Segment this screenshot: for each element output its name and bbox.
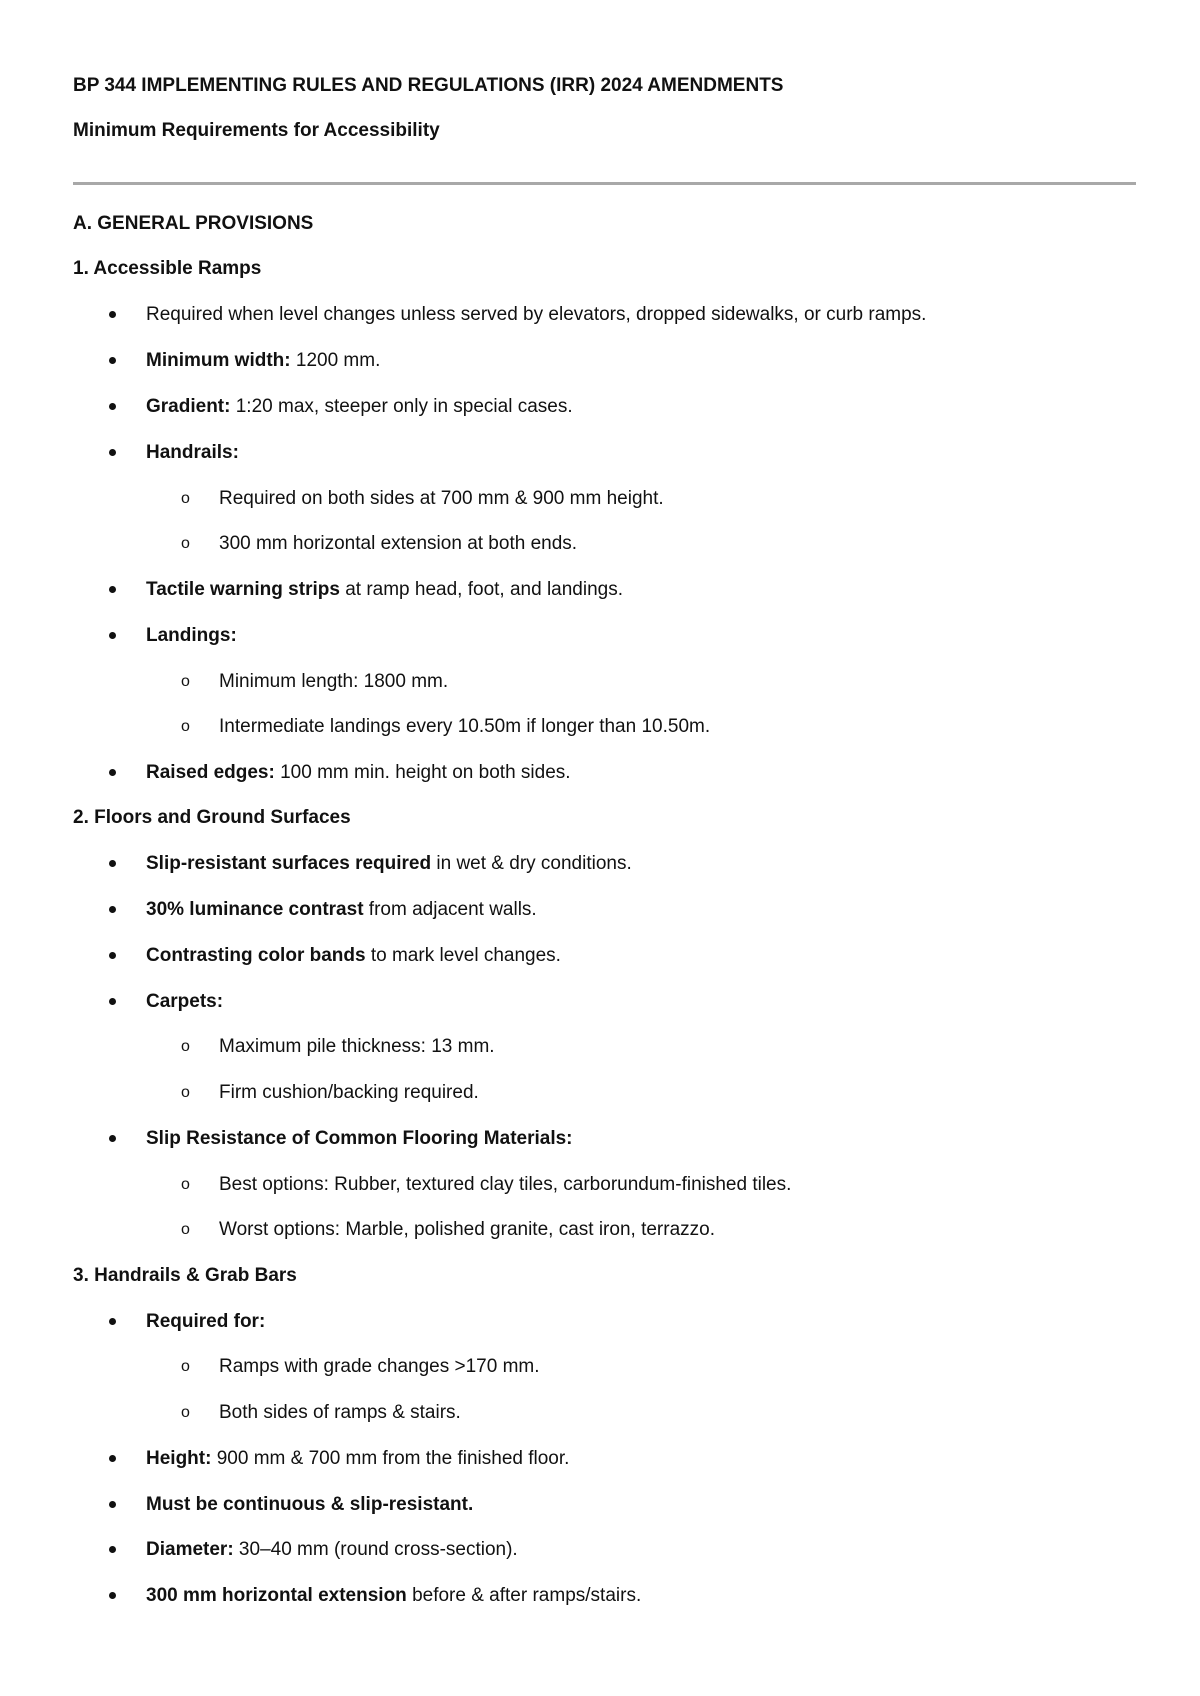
list-item: Height: 900 mm & 700 mm from the finished floor. (146, 1448, 570, 1469)
sub-bullet-icon: o (181, 490, 190, 507)
subsection-heading-floors: 2. Floors and Ground Surfaces (73, 807, 351, 828)
list-item: Handrails: (146, 442, 239, 463)
sub-bullet-icon: o (181, 1176, 190, 1193)
sub-list-item: Both sides of ramps & stairs. (219, 1402, 461, 1423)
list-item: Raised edges: 100 mm min. height on both sides. (146, 762, 571, 783)
list-item: Slip-resistant surfaces required in wet & dry conditions. (146, 853, 632, 874)
list-item: Minimum width: 1200 mm. (146, 350, 381, 371)
bullet-icon (107, 309, 119, 321)
list-item: Slip Resistance of Common Flooring Materials: (146, 1128, 573, 1149)
bullet-icon (107, 1453, 119, 1465)
sub-list-item: Ramps with grade changes >170 mm. (219, 1356, 540, 1377)
section-heading: A. GENERAL PROVISIONS (73, 213, 314, 234)
sub-bullet-icon: o (181, 718, 190, 735)
bullet-icon (107, 950, 119, 962)
sub-bullet-icon: o (181, 1038, 190, 1055)
sub-bullet-icon: o (181, 1221, 190, 1238)
sub-list-item: Intermediate landings every 10.50m if longer than 10.50m. (219, 716, 711, 737)
divider-rule (73, 182, 1136, 185)
sub-bullet-icon: o (181, 535, 190, 552)
sub-list-item: 300 mm horizontal extension at both ends. (219, 533, 578, 554)
sub-bullet-icon: o (181, 673, 190, 690)
bullet-icon (107, 904, 119, 916)
sub-bullet-icon: o (181, 1358, 190, 1375)
list-item: Required when level changes unless served by elevators, dropped sidewalks, or curb ramps. (146, 304, 927, 325)
sub-list-item: Required on both sides at 700 mm & 900 mm height. (219, 488, 664, 509)
sub-list-item: Firm cushion/backing required. (219, 1082, 479, 1103)
bullet-icon (107, 1316, 119, 1328)
bullet-icon (107, 858, 119, 870)
bullet-icon (107, 401, 119, 413)
document-subtitle: Minimum Requirements for Accessibility (73, 120, 440, 141)
sub-bullet-icon: o (181, 1084, 190, 1101)
sub-list-item: Maximum pile thickness: 13 mm. (219, 1036, 495, 1057)
bullet-icon (107, 355, 119, 367)
document-title: BP 344 IMPLEMENTING RULES AND REGULATIONS (IRR) 2024 AMENDMENTS (73, 75, 784, 96)
list-item: Gradient: 1:20 max, steeper only in special cases. (146, 396, 573, 417)
bullet-icon (107, 1499, 119, 1511)
list-item: Required for: (146, 1311, 266, 1332)
list-item: Landings: (146, 625, 237, 646)
subsection-heading-handrails: 3. Handrails & Grab Bars (73, 1265, 297, 1286)
list-item: Diameter: 30–40 mm (round cross-section). (146, 1539, 518, 1560)
bullet-icon (107, 767, 119, 779)
bullet-icon (107, 996, 119, 1008)
subsection-heading-ramps: 1. Accessible Ramps (73, 258, 262, 279)
list-item: Carpets: (146, 991, 224, 1012)
sub-list-item: Worst options: Marble, polished granite, cast iron, terrazzo. (219, 1219, 715, 1240)
sub-bullet-icon: o (181, 1404, 190, 1421)
bullet-icon (107, 630, 119, 642)
list-item: Tactile warning strips at ramp head, foot, and landings. (146, 579, 624, 600)
bullet-icon (107, 1133, 119, 1145)
list-item: Contrasting color bands to mark level changes. (146, 945, 561, 966)
list-item: 30% luminance contrast from adjacent walls. (146, 899, 537, 920)
list-item: Must be continuous & slip-resistant. (146, 1494, 474, 1515)
bullet-icon (107, 1544, 119, 1556)
sub-list-item: Minimum length: 1800 mm. (219, 671, 449, 692)
bullet-icon (107, 1590, 119, 1602)
sub-list-item: Best options: Rubber, textured clay tiles, carborundum-finished tiles. (219, 1174, 792, 1195)
bullet-icon (107, 447, 119, 459)
list-item: 300 mm horizontal extension before & after ramps/stairs. (146, 1585, 642, 1606)
bullet-icon (107, 584, 119, 596)
